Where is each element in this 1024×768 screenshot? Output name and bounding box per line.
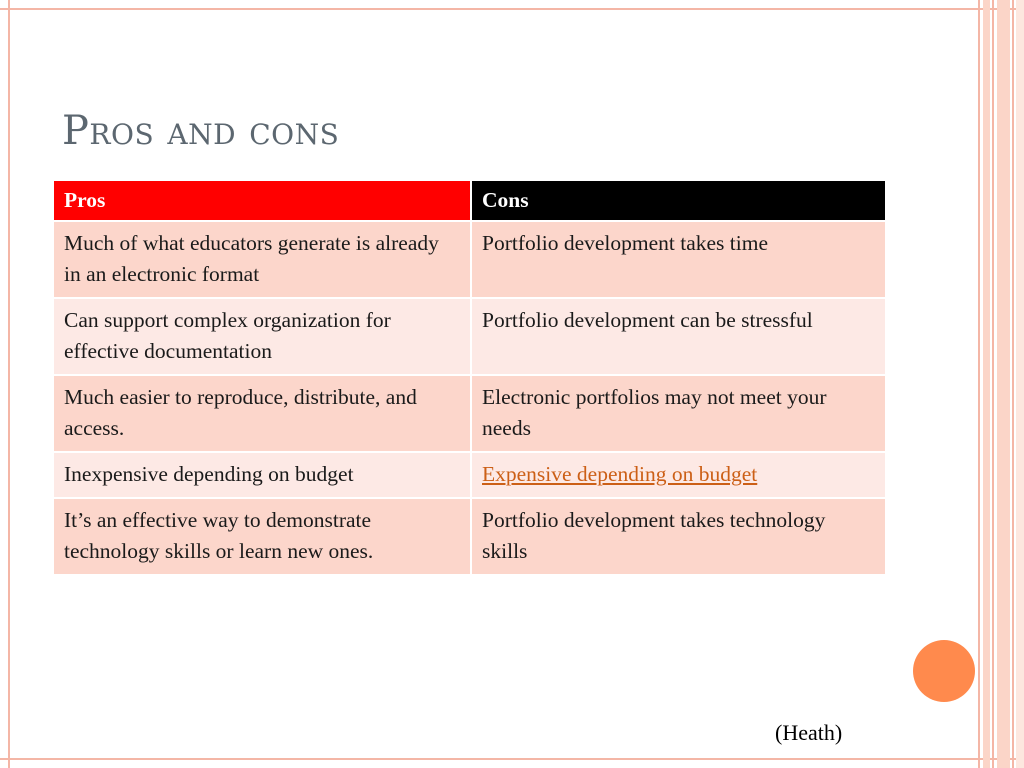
decorative-stripe: [1012, 0, 1014, 768]
pros-cons-table: [52, 179, 887, 576]
pro-cell: Much of what educators generate is already in an electronic format: [53, 221, 471, 298]
decorative-stripe: [983, 0, 990, 768]
decorative-stripe: [997, 0, 1010, 768]
con-cell: Electronic portfolios may not meet your needs: [471, 375, 886, 452]
table-row: [53, 375, 886, 452]
table-header-row: [53, 180, 886, 221]
frame-bottom-border: [0, 758, 1024, 768]
expensive-budget-link[interactable]: Expensive depending on budget: [482, 462, 758, 486]
con-cell: [471, 452, 886, 498]
con-cell: Portfolio development takes time: [471, 221, 886, 298]
frame-top-border: [0, 0, 1024, 10]
frame-left-border: [0, 0, 10, 768]
cons-header: Cons: [471, 180, 886, 221]
table-row: [53, 452, 886, 498]
table-row: [53, 298, 886, 375]
table-row: [53, 498, 886, 575]
citation: (Heath): [775, 720, 843, 745]
pro-cell: Inexpensive depending on budget: [53, 452, 471, 498]
slide-title: Pros and cons: [62, 108, 340, 154]
con-cell: Portfolio development can be stressful: [471, 298, 886, 375]
pro-cell: It’s an effective way to demonstrate technology skills or learn new ones.: [53, 498, 471, 575]
decorative-stripe: [992, 0, 994, 768]
con-cell: Portfolio development takes technology skills: [471, 498, 886, 575]
decorative-stripe: [1016, 0, 1024, 768]
table-row: [53, 221, 886, 298]
decorative-stripe: [978, 0, 980, 768]
pro-cell: Much easier to reproduce, distribute, and access.: [53, 375, 471, 452]
pros-header: Pros: [53, 180, 471, 221]
decorative-orb: [913, 640, 975, 702]
pro-cell: Can support complex organization for effective documentation: [53, 298, 471, 375]
